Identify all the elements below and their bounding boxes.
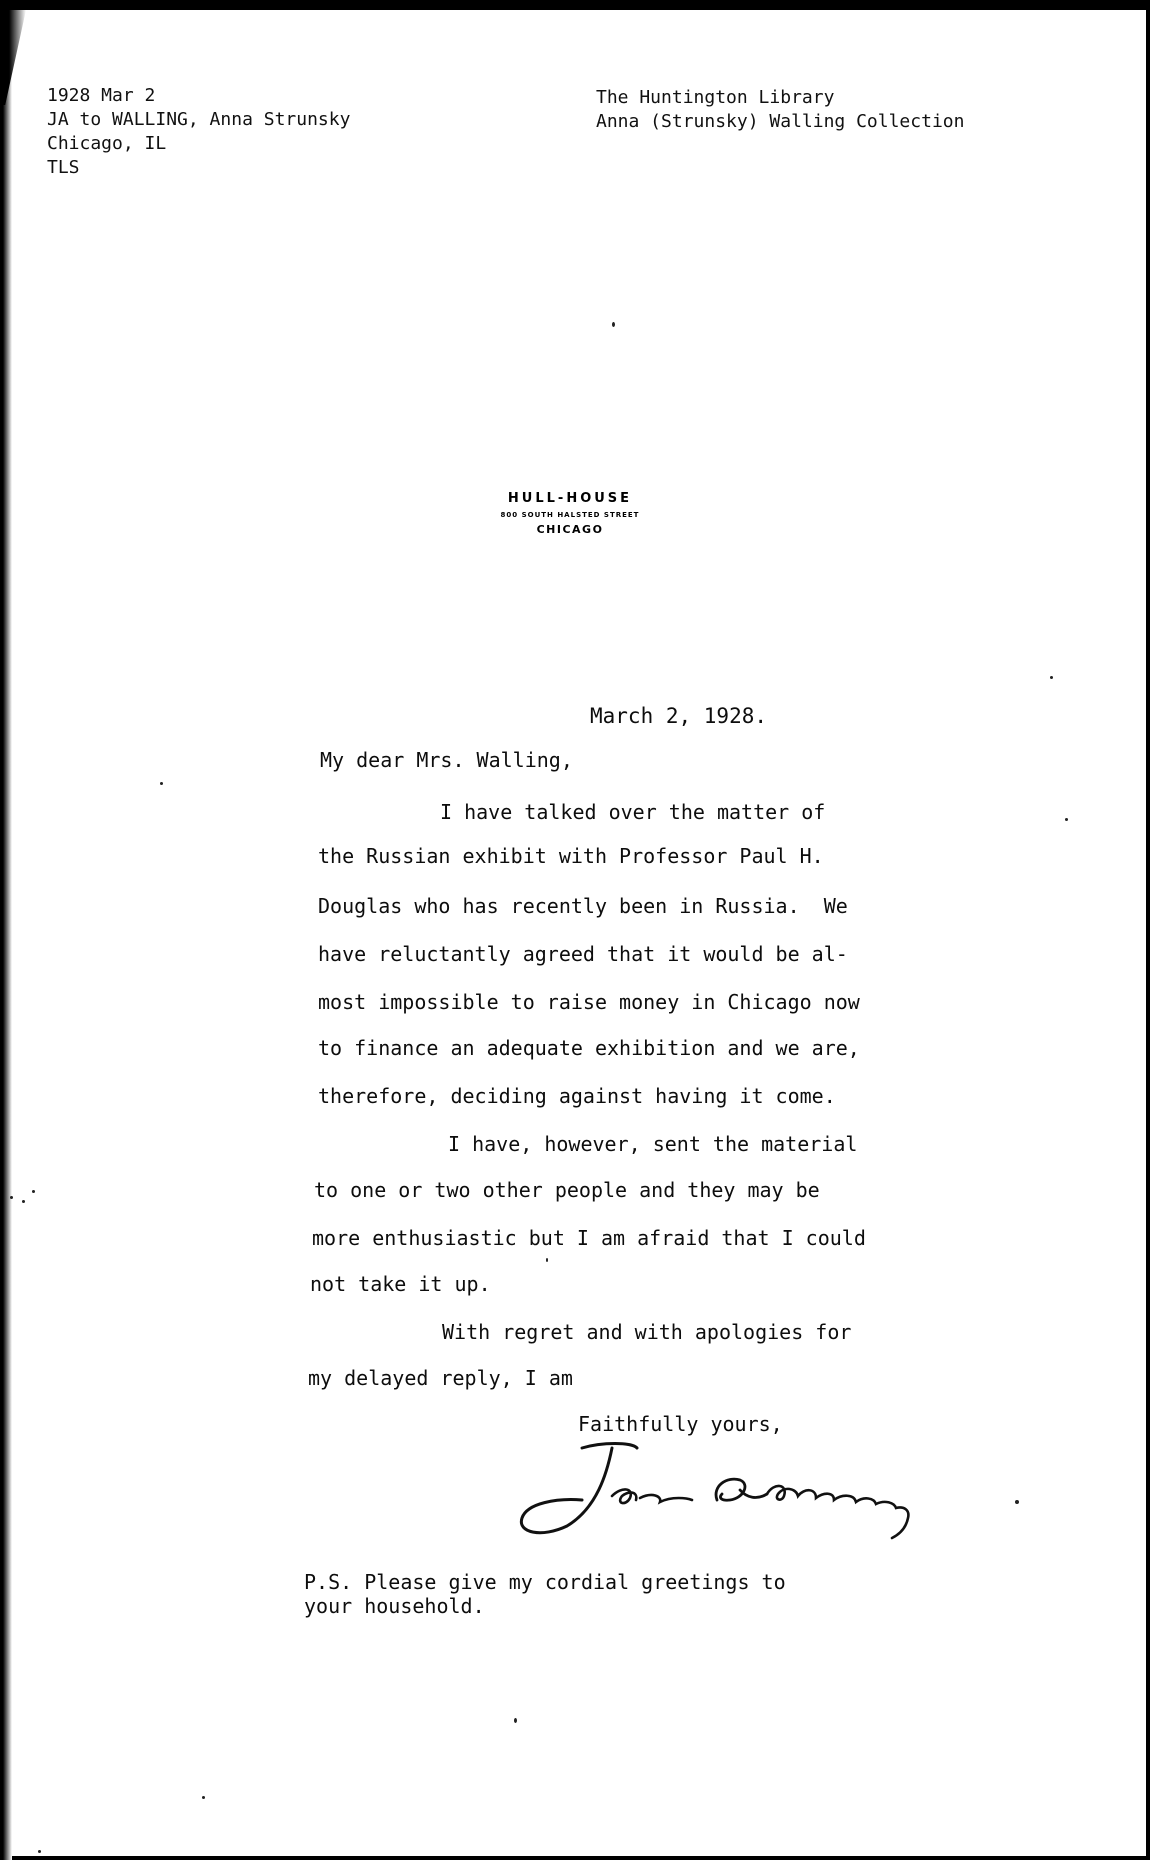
body-line: With regret and with apologies for <box>442 1320 852 1344</box>
archive-collection: Anna (Strunsky) Walling Collection <box>596 111 965 132</box>
body-line: therefore, deciding against having it come. <box>318 1084 836 1108</box>
letterhead-street: 800 SOUTH HALSTED STREET <box>500 511 640 519</box>
scan-speck <box>1050 676 1053 679</box>
body-line: the Russian exhibit with Professor Paul H. <box>318 844 824 868</box>
archive-repository: The Huntington Library <box>596 87 835 108</box>
scan-edge-left <box>0 10 12 1860</box>
postscript: P.S. Please give my cordial greetings to your household. <box>304 1570 786 1618</box>
signature-image <box>512 1438 942 1548</box>
scan-speck <box>160 782 163 785</box>
scan-speck <box>546 1258 548 1262</box>
body-line: more enthusiastic but I am afraid that I could <box>312 1226 866 1250</box>
body-line: to finance an adequate exhibition and we are, <box>318 1036 860 1060</box>
letter-date: March 2, 1928. <box>590 704 768 728</box>
scan-speck <box>32 1190 35 1193</box>
scan-speck <box>10 1196 13 1199</box>
scan-speck <box>38 1850 41 1853</box>
letterhead-name: HULL-HOUSE <box>507 491 633 506</box>
scan-speck <box>22 1200 25 1203</box>
body-line: my delayed reply, I am <box>308 1366 573 1390</box>
scan-edge-notch <box>0 10 26 105</box>
letterhead <box>450 490 690 538</box>
archive-meta-left <box>47 84 350 180</box>
body-line: I have, however, sent the material <box>448 1132 858 1156</box>
scan-speck <box>514 1718 517 1723</box>
body-line: I have talked over the matter of <box>440 800 826 824</box>
archive-correspondents: JA to WALLING, Anna Strunsky <box>47 109 351 130</box>
letter-salutation: My dear Mrs. Walling, <box>320 748 573 772</box>
letter-closing: Faithfully yours, <box>578 1412 783 1436</box>
scan-speck <box>1015 1500 1019 1504</box>
body-line: have reluctantly agreed that it would be al- <box>318 942 848 966</box>
letterhead-city: CHICAGO <box>536 523 604 536</box>
body-line: most impossible to raise money in Chicago now <box>318 990 860 1014</box>
archive-meta-right <box>596 86 964 134</box>
body-line: Douglas who has recently been in Russia. We <box>318 894 848 918</box>
scan-speck <box>202 1796 205 1799</box>
scan-speck <box>612 322 615 327</box>
body-line: to one or two other people and they may be <box>314 1178 820 1202</box>
archive-place: Chicago, IL <box>47 133 167 154</box>
scan-speck <box>1065 818 1068 821</box>
archive-date: 1928 Mar 2 <box>47 85 156 106</box>
archive-type: TLS <box>47 157 80 178</box>
body-line: not take it up. <box>310 1272 491 1296</box>
